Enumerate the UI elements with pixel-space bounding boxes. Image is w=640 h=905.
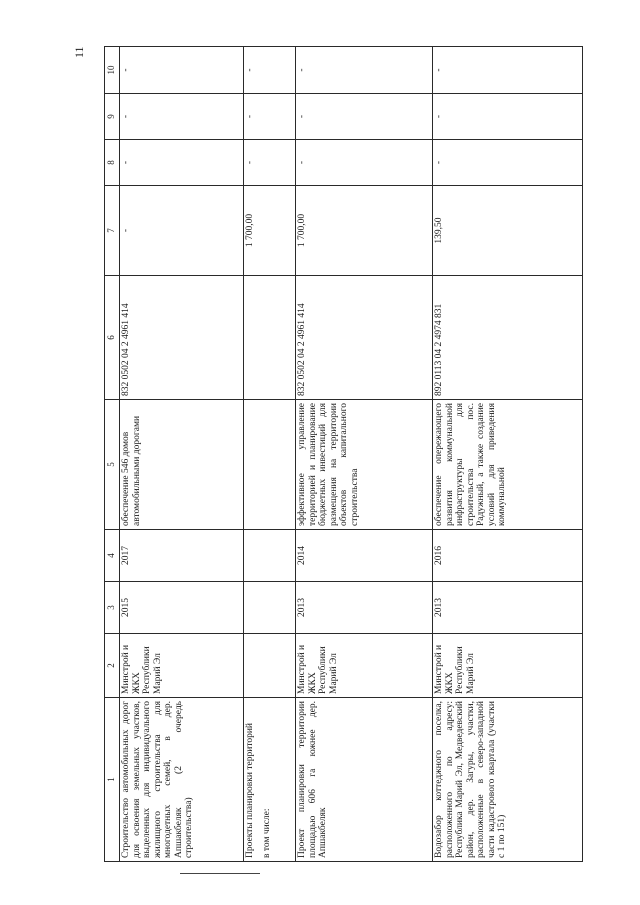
header-row — [105, 47, 120, 862]
end-year-cell: 2014 — [296, 530, 433, 582]
budget-code-cell: 832 0502 04 2 4961 414 — [296, 276, 433, 400]
col-header-7: 7 — [105, 186, 120, 276]
col9-cell: - — [296, 94, 433, 140]
purpose-cell: обеспечение 546 домов автомобильными дорогами — [120, 400, 244, 530]
program-table — [104, 46, 583, 862]
footer-divider — [180, 873, 260, 874]
end-year-cell: 2016 — [433, 530, 583, 582]
budget-code-cell — [244, 276, 296, 400]
purpose-cell: обеспечение опережающего развития коммунальной инфраструктуры для строительства пос. Радужный, а также создание условий для приведения коммунальной — [433, 400, 583, 530]
customer-cell: Минстрой и ЖКХ Республики Марий Эл — [120, 634, 244, 698]
col-header-1: 1 — [105, 698, 120, 862]
budget-code-cell: 832 0502 04 2 4961 414 — [120, 276, 244, 400]
object-name-cell: Водозабор коттеджного поселка, расположенного по адресу: Республика Марий Эл, Медведевский район, дер. Загуры, участки, расположенные в северо-западной части кадастрового квартала (участки с 1 по 151) — [433, 698, 583, 862]
customer-cell: Минстрой и ЖКХ Республики Марий Эл — [433, 634, 583, 698]
customer-cell: Минстрой и ЖКХ Республики Марий Эл — [296, 634, 433, 698]
table-row — [296, 47, 433, 862]
amount-cell: 1 700,00 — [244, 186, 296, 276]
col10-cell: - — [296, 47, 433, 94]
col8-cell: - — [120, 140, 244, 186]
col8-cell: - — [244, 140, 296, 186]
end-year-cell: 2017 — [120, 530, 244, 582]
col-header-10: 10 — [105, 47, 120, 94]
amount-cell: - — [120, 186, 244, 276]
col9-cell: - — [244, 94, 296, 140]
col-header-9: 9 — [105, 94, 120, 140]
table-row — [433, 47, 583, 862]
col9-cell: - — [120, 94, 244, 140]
col10-cell: - — [244, 47, 296, 94]
start-year-cell — [244, 582, 296, 634]
col9-cell: - — [433, 94, 583, 140]
start-year-cell: 2013 — [296, 582, 433, 634]
start-year-cell: 2015 — [120, 582, 244, 634]
col-header-4: 4 — [105, 530, 120, 582]
col-header-6: 6 — [105, 276, 120, 400]
col10-cell: - — [120, 47, 244, 94]
col-header-5: 5 — [105, 400, 120, 530]
amount-cell: 139,50 — [433, 186, 583, 276]
object-name-cell: Строительство автомобильных дорог для освоения земельных участков, выделенных для индивидуального жилищного строительства для многодетных семей, в дер. Апшакбеляк (2 очередь строительства) — [120, 698, 244, 862]
customer-cell — [244, 634, 296, 698]
purpose-cell: эффективное управление территорией и планирование бюджетных инвестиций для размещения на территории объектов капитального строительства — [296, 400, 433, 530]
col-header-3: 3 — [105, 582, 120, 634]
end-year-cell — [244, 530, 296, 582]
col-header-8: 8 — [105, 140, 120, 186]
purpose-cell — [244, 400, 296, 530]
col8-cell: - — [433, 140, 583, 186]
object-name-cell — [244, 698, 296, 862]
object-name-cell: Проект планировки территории площадью 606 га южнее дер. Апшакбеляк — [296, 698, 433, 862]
col10-cell: - — [433, 47, 583, 94]
table-row — [244, 47, 296, 862]
col-header-2: 2 — [105, 634, 120, 698]
amount-cell: 1 700,00 — [296, 186, 433, 276]
subsection-label: в том числе: — [261, 808, 272, 858]
page-number: 11 — [72, 46, 86, 58]
rotated-table-area — [104, 47, 629, 862]
section-title: Проекты планировки территорий — [245, 722, 255, 858]
col8-cell: - — [296, 140, 433, 186]
budget-code-cell: 892 0113 04 2 4974 831 — [433, 276, 583, 400]
start-year-cell: 2013 — [433, 582, 583, 634]
table-row — [120, 47, 244, 862]
